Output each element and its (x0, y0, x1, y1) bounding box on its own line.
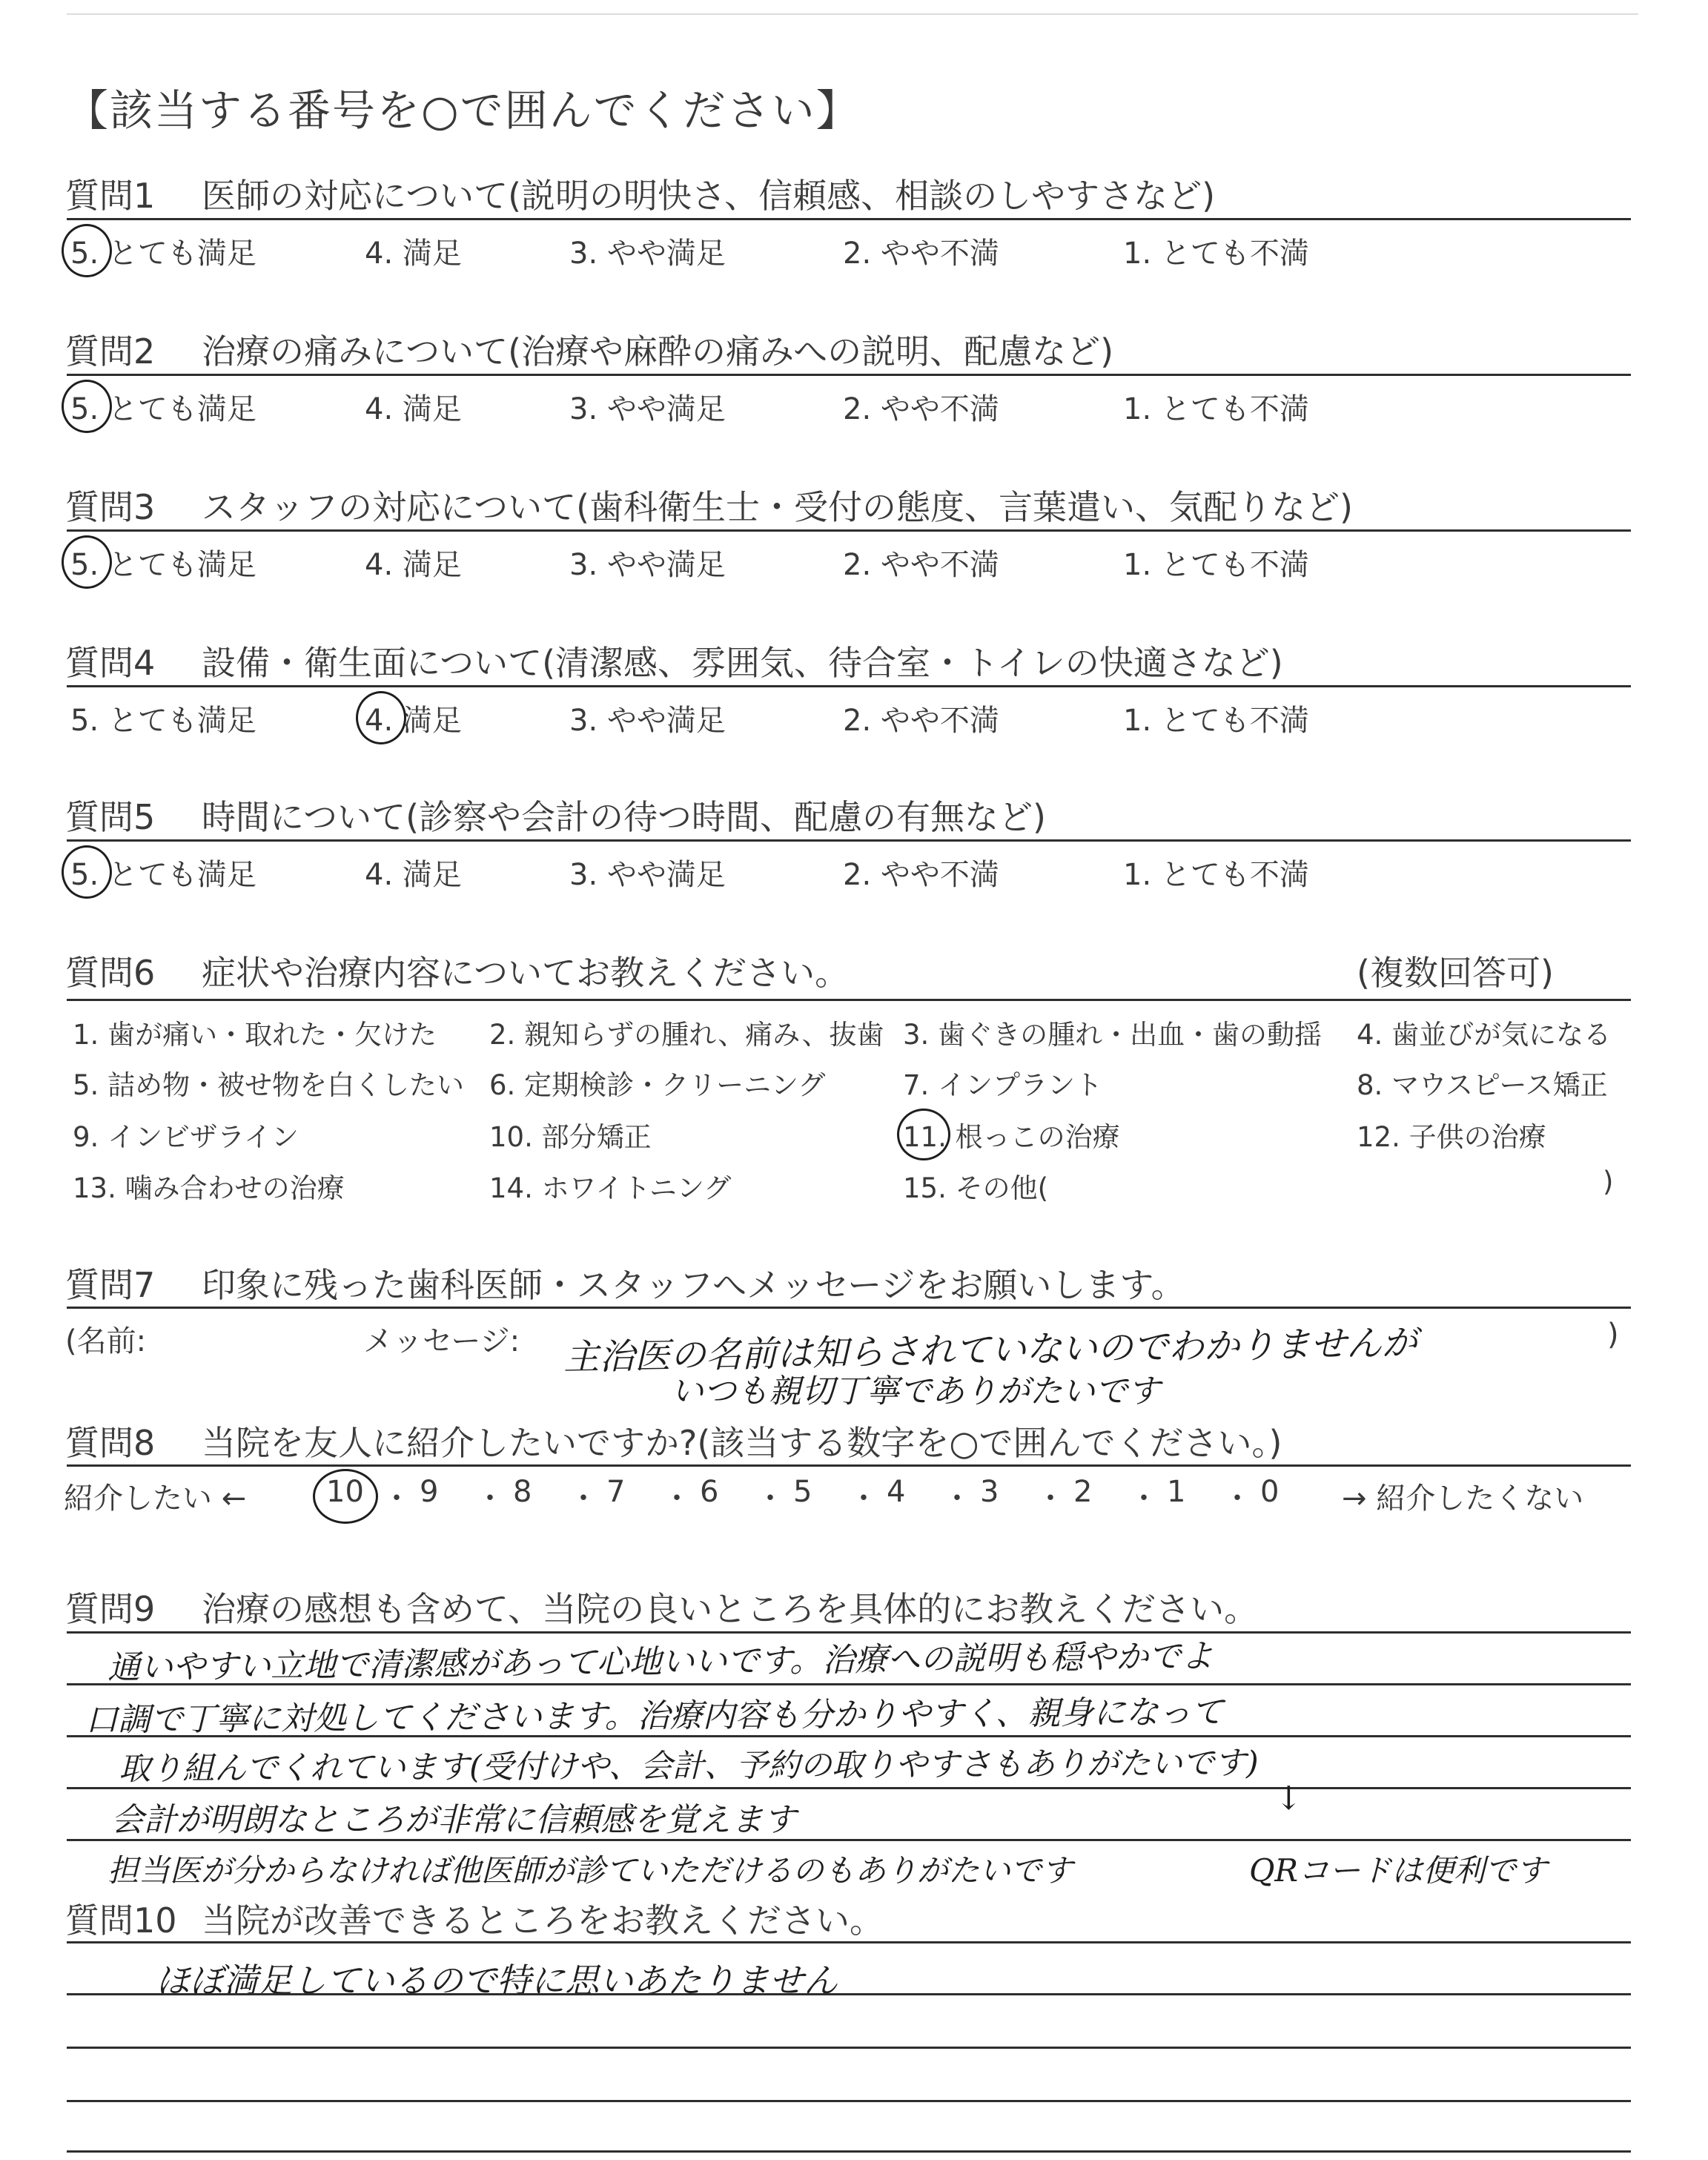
q10-label: 質問10 (65, 1900, 177, 1941)
q2-rule (67, 374, 1631, 376)
q10-rule-4 (67, 2100, 1631, 2102)
q1-option-5[interactable]: 5. とても満足 (70, 237, 256, 271)
q8-scale-1[interactable]: 1 (1167, 1475, 1186, 1509)
q5-label: 質問5 (65, 797, 156, 837)
q6-item-4[interactable]: 4. 歯並びが気になる (1357, 1019, 1612, 1051)
q6-item-9[interactable]: 9. インビザライン (73, 1121, 299, 1153)
q8-rule (67, 1464, 1631, 1467)
q6-item-3[interactable]: 3. 歯ぐきの腫れ・出血・歯の動揺 (903, 1019, 1323, 1051)
q6-item-8[interactable]: 8. マウスピース矯正 (1357, 1069, 1608, 1101)
q4-label: 質問4 (65, 643, 156, 683)
q6-item-6[interactable]: 6. 定期検診・クリーニング (489, 1069, 826, 1101)
q5-option-1[interactable]: 1. とても不満 (1123, 858, 1309, 892)
q7-text: 印象に残った歯科医師・スタッフへメッセージをお願いします。 (202, 1265, 1185, 1305)
q8-label: 質問8 (65, 1423, 156, 1463)
q2-text: 治療の痛みについて(治療や麻酔の痛みへの説明、配慮など) (202, 331, 1114, 371)
q9-label: 質問9 (65, 1589, 156, 1629)
q8-separator: ・ (662, 1482, 692, 1516)
q6-item-2[interactable]: 2. 親知らずの腫れ、痛み、抜歯 (489, 1019, 884, 1051)
q3-option-1[interactable]: 1. とても不満 (1123, 548, 1309, 582)
q10-rule-5 (67, 2150, 1631, 2153)
q9-handwritten-line3: 取り組んでくれています(受付けや、会計、予約の取りやすさもありがたいです) (118, 1744, 1259, 1789)
q8-selection-circle (313, 1469, 378, 1524)
q10-rule-3 (67, 2047, 1631, 2049)
q8-left-label: 紹介したい ← (64, 1482, 247, 1516)
q6-other-close-paren: ) (1603, 1166, 1614, 1198)
q8-separator: ・ (1222, 1482, 1252, 1516)
q8-scale-0[interactable]: 0 (1260, 1475, 1280, 1509)
q2-option-4[interactable]: 4. 満足 (365, 392, 462, 426)
q9-arrow: ↓ (1275, 1780, 1302, 1817)
q4-option-2[interactable]: 2. やや不満 (843, 704, 999, 738)
q9-text: 治療の感想も含めて、当院の良いところを具体的にお教えください。 (202, 1589, 1259, 1629)
q2-option-3[interactable]: 3. やや満足 (569, 392, 726, 426)
q8-text: 当院を友人に紹介したいですか?(該当する数字を○で囲んでください。) (202, 1423, 1282, 1463)
q5-rule (67, 839, 1631, 842)
q3-option-5[interactable]: 5. とても満足 (70, 548, 256, 582)
q8-separator: ・ (1129, 1482, 1159, 1516)
q1-option-3[interactable]: 3. やや満足 (569, 237, 726, 271)
q3-rule (67, 529, 1631, 532)
q8-scale-3[interactable]: 3 (980, 1475, 999, 1509)
q8-separator: ・ (942, 1482, 972, 1516)
q6-item-1[interactable]: 1. 歯が痛い・取れた・欠けた (73, 1019, 437, 1051)
q5-option-2[interactable]: 2. やや不満 (843, 858, 999, 892)
q6-item-14[interactable]: 14. ホワイトニング (489, 1172, 732, 1204)
q3-option-3[interactable]: 3. やや満足 (569, 548, 726, 582)
q3-selection-circle (62, 535, 112, 589)
q3-option-2[interactable]: 2. やや不満 (843, 548, 999, 582)
q8-scale-5[interactable]: 5 (793, 1475, 812, 1509)
q4-option-4[interactable]: 4. 満足 (365, 704, 462, 738)
q7-handwritten-line1: 主治医の名前は知らされていないのでわかりませんが (563, 1321, 1418, 1379)
q8-scale-8[interactable]: 8 (513, 1475, 532, 1509)
q4-rule (67, 685, 1631, 687)
q8-scale-10[interactable]: 10 (326, 1475, 364, 1509)
q8-scale-9[interactable]: 9 (420, 1475, 439, 1509)
q5-option-4[interactable]: 4. 満足 (365, 858, 462, 892)
q8-separator: ・ (475, 1482, 505, 1516)
q9-qr-note: QRコードは便利です (1249, 1852, 1548, 1889)
q8-separator: ・ (382, 1482, 411, 1516)
q7-handwritten-line2: いつも親切丁寧でありがたいです (671, 1373, 1160, 1410)
q7-close-paren: ) (1607, 1318, 1619, 1352)
q1-option-1[interactable]: 1. とても不満 (1123, 237, 1309, 271)
q3-text: スタッフの対応について(歯科衛生士・受付の態度、言葉遣い、気配りなど) (202, 487, 1353, 527)
top-edge-shadow (67, 13, 1638, 18)
q10-handwritten: ほぼ満足しているので特に思いあたりません (156, 1961, 838, 2001)
q2-label: 質問2 (65, 331, 156, 371)
q10-rule-1 (67, 1941, 1631, 1943)
q4-text: 設備・衛生面について(清潔感、雰囲気、待合室・トイレの快適さなど) (202, 643, 1283, 683)
q4-selection-circle (356, 691, 406, 744)
page-title: 【該当する番号を○で囲んでください】 (65, 85, 861, 136)
q6-item-15[interactable]: 15. その他( (903, 1172, 1049, 1204)
q5-selection-circle (62, 845, 112, 899)
q2-option-2[interactable]: 2. やや不満 (843, 392, 999, 426)
q4-option-5[interactable]: 5. とても満足 (70, 704, 256, 738)
q8-separator: ・ (569, 1482, 598, 1516)
q6-text: 症状や治療内容についてお教えください。 (202, 953, 850, 993)
q4-option-3[interactable]: 3. やや満足 (569, 704, 726, 738)
q8-scale-6[interactable]: 6 (700, 1475, 719, 1509)
q10-text: 当院が改善できるところをお教えください。 (202, 1900, 884, 1941)
q9-handwritten-line4: 会計が明朗なところが非常に信頼感を覚えます (111, 1801, 796, 1839)
q8-separator: ・ (755, 1482, 785, 1516)
q9-handwritten-line2: 口調で丁寧に対処してくださいます。治療内容も分かりやすく、親身になって (85, 1693, 1224, 1740)
q5-text: 時間について(診察や会計の待つ時間、配慮の有無など) (202, 797, 1046, 837)
q6-item-12[interactable]: 12. 子供の治療 (1357, 1121, 1546, 1153)
q8-scale-4[interactable]: 4 (887, 1475, 906, 1509)
q3-label: 質問3 (65, 487, 156, 527)
q1-option-4[interactable]: 4. 満足 (365, 237, 462, 271)
q6-note: (複数回答可) (1357, 953, 1554, 993)
q1-label: 質問1 (65, 176, 156, 216)
q2-option-1[interactable]: 1. とても不満 (1123, 392, 1309, 426)
q6-rule (67, 999, 1631, 1001)
q10-rule-2 (67, 1993, 1631, 1995)
q6-selection-circle (897, 1109, 950, 1160)
q9-handwritten-line5: 担当医が分からなければ他医師が診ていただけるのもありがたいです (107, 1852, 1073, 1889)
q9-handwritten-line1: 通いやすい立地で清潔感があって心地いいです。治療への説明も穏やかでよ (107, 1637, 1214, 1687)
q8-scale-2[interactable]: 2 (1073, 1475, 1093, 1509)
q6-item-10[interactable]: 10. 部分矯正 (489, 1121, 652, 1153)
q1-selection-circle (62, 224, 112, 277)
q2-option-5[interactable]: 5. とても満足 (70, 392, 256, 426)
q4-option-1[interactable]: 1. とても不満 (1123, 704, 1309, 738)
q6-item-5[interactable]: 5. 詰め物・被せ物を白くしたい (73, 1069, 465, 1101)
q2-selection-circle (62, 380, 112, 433)
q7-name-label: (名前: (65, 1324, 147, 1358)
q1-option-2[interactable]: 2. やや不満 (843, 237, 999, 271)
q6-label: 質問6 (65, 953, 156, 993)
q1-text: 医師の対応について(説明の明快さ、信頼感、相談のしやすさなど) (202, 176, 1216, 216)
q6-item-13[interactable]: 13. 噛み合わせの治療 (73, 1172, 345, 1204)
q8-scale-7[interactable]: 7 (606, 1475, 626, 1509)
q1-rule (67, 218, 1631, 220)
q3-option-4[interactable]: 4. 満足 (365, 548, 462, 582)
q5-option-5[interactable]: 5. とても満足 (70, 858, 256, 892)
q7-rule (67, 1307, 1631, 1309)
q6-item-7[interactable]: 7. インプラント (903, 1069, 1103, 1101)
q6-item-11[interactable]: 11. 根っこの治療 (903, 1121, 1120, 1153)
q7-label: 質問7 (65, 1265, 156, 1305)
q7-message-label: メッセージ: (363, 1324, 520, 1358)
q8-right-label: → 紹介したくない (1342, 1482, 1584, 1516)
q8-separator: ・ (1036, 1482, 1065, 1516)
q5-option-3[interactable]: 3. やや満足 (569, 858, 726, 892)
q8-separator: ・ (849, 1482, 878, 1516)
